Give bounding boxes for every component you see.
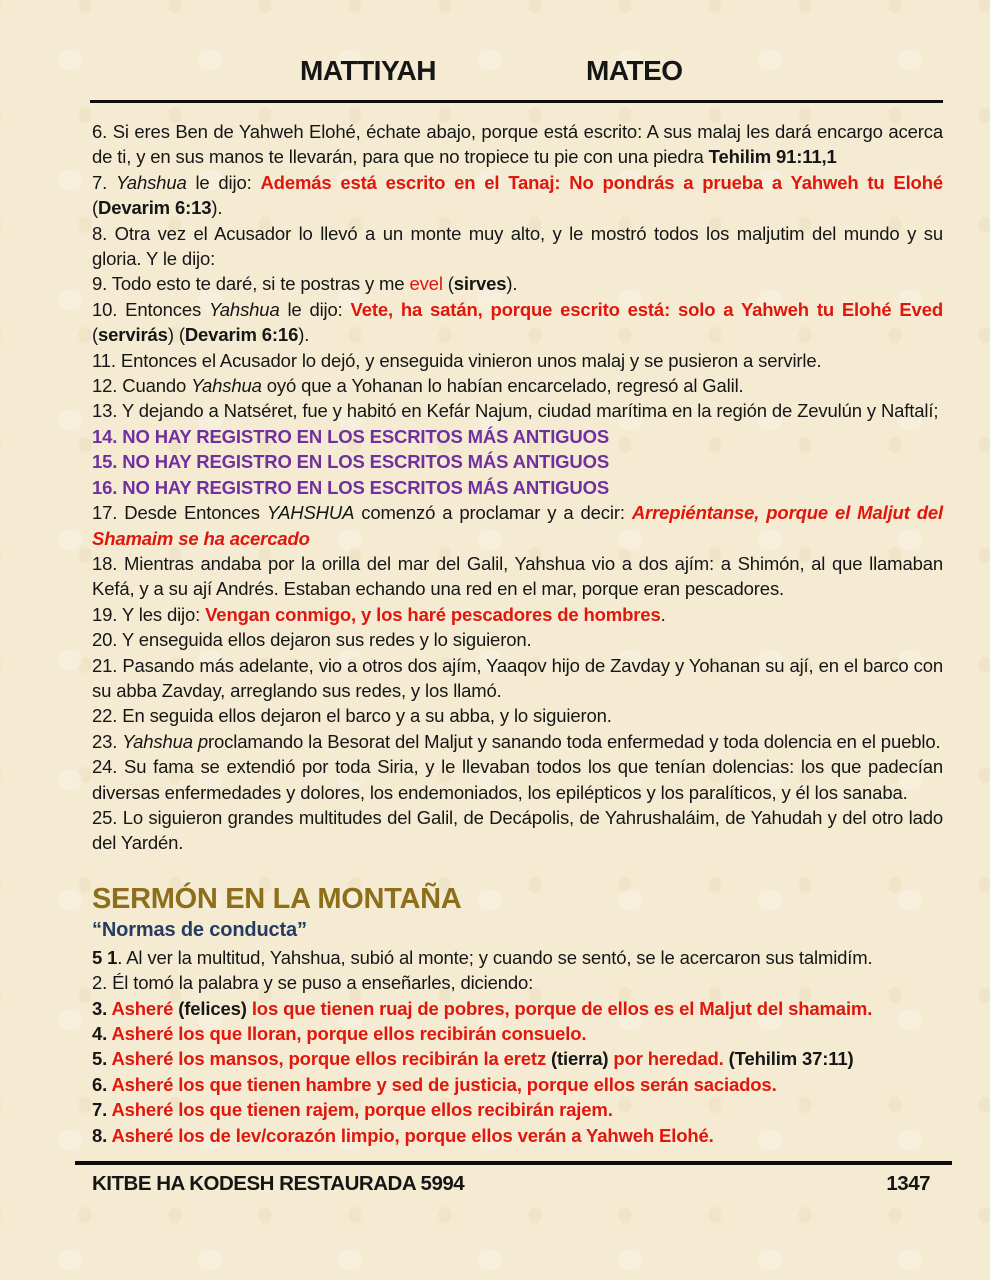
verse-run: evel <box>409 273 443 295</box>
verse-run: le dijo: <box>186 171 261 193</box>
verse-paragraph <box>92 945 943 970</box>
verse-run: 5 1 <box>92 946 118 968</box>
verse-run: 12. Cuando <box>92 375 192 397</box>
verse-run: servirás <box>98 324 168 346</box>
verse-run: 6. Si eres Ben de Yahweh Elohé, échate abajo, porque está escrito: A sus malaj les dará encargo acerca de ti, y en sus manos te llevarán, para que no tropiece tu pie con una piedra <box>92 121 943 168</box>
verse-paragraph <box>92 1123 943 1148</box>
verse-run: ( <box>442 273 454 295</box>
verse-run: comenzó a proclamar y a decir: <box>354 502 632 524</box>
verse-run: 23. <box>92 730 123 752</box>
verse-run: 19. Y les dijo: <box>92 603 206 625</box>
verse-run: Devarim 6:13 <box>98 197 212 219</box>
verse-paragraph <box>92 627 943 652</box>
verse-paragraph <box>92 1021 943 1046</box>
verse-paragraph <box>92 653 943 704</box>
verse-paragraph <box>92 271 943 296</box>
verse-run: Vengan conmigo, y los haré pescadores de hombres <box>205 603 661 625</box>
verse-paragraph <box>92 297 943 348</box>
verse-run: sirves <box>453 273 507 295</box>
verse-run: (tierra) <box>551 1048 614 1070</box>
verse-run: 2. Él tomó la palabra y se puso a enseñarles, diciendo: <box>92 972 534 994</box>
verse-run: 18. Mientras andaba por la orilla del mar del Galil, Yahshua vio a dos ajím: a Shimón, al que llamaban Kefá, y a su ají Andrés. Estaban echando una red en el mar, porque eran pescadores. <box>92 552 943 600</box>
verse-run: . <box>660 603 666 625</box>
verse-run: Yahshua p <box>122 730 209 752</box>
verse-paragraph <box>92 754 943 805</box>
verse-paragraph <box>92 805 943 856</box>
verse-run: Yahshua <box>208 298 280 320</box>
section-title: SERMÓN EN LA MONTAÑA <box>92 882 462 915</box>
verse-run: 20. Y enseguida ellos dejaron sus redes y lo siguieron. <box>92 629 532 651</box>
verse-run: . Al ver la multitud, Yahshua, subió al monte; y cuando se sentó, se le acercaron sus talmidím. <box>117 946 873 968</box>
verse-run: 15. NO HAY REGISTRO EN LOS ESCRITOS MÁS ANTIGUOS <box>92 451 610 473</box>
verse-run: ). <box>298 324 310 346</box>
verse-run: 13. Y dejando a Natséret, fue y habitó en Kefár Najum, ciudad marítima en la región de Zevulún y Naftalí; <box>92 400 939 422</box>
verse-run: 3. <box>92 997 112 1019</box>
verse-paragraph <box>92 970 943 995</box>
page-footer <box>0 1161 990 1196</box>
verse-paragraph <box>92 221 943 272</box>
footer-rule <box>75 1161 952 1165</box>
verse-paragraph <box>92 551 943 602</box>
verse-paragraph <box>92 500 943 551</box>
verse-run: 8. <box>92 1124 112 1146</box>
verse-run: por heredad. <box>613 1048 729 1070</box>
chapter-5-verses <box>92 945 943 1148</box>
verse-paragraph <box>92 449 943 474</box>
verse-paragraph <box>92 170 943 221</box>
verse-run: 11. Entonces el Acusador lo dejó, y enseguida vinieron unos malaj y se pusieron a servirle. <box>92 349 822 371</box>
verse-run: 22. En seguida ellos dejaron el barco y a su abba, y lo siguieron. <box>92 705 612 727</box>
verse-paragraph <box>92 475 943 500</box>
verse-run: oyó que a Yohanan lo habían encarcelado, regresó al Galil. <box>261 375 744 397</box>
footer-row <box>92 1172 930 1196</box>
chapter-4-verses <box>92 119 943 856</box>
verse-run: Asheré los que lloran, porque ellos recibirán consuelo. <box>111 1023 587 1044</box>
verse-run: Vete, ha satán, porque escrito está: solo a Yahweh tu Elohé Eved <box>350 298 943 320</box>
verse-run: Asheré los que tienen hambre y sed de justicia, porque ellos serán saciados. <box>111 1073 777 1095</box>
verse-run: 5. <box>92 1048 112 1070</box>
verse-run: 14. NO HAY REGISTRO EN LOS ESCRITOS MÁS ANTIGUOS <box>92 425 610 447</box>
verse-run: 21. Pasando más adelante, vio a otros dos ajím, Yaaqov hijo de Zavday y Yohanan su ají, en el barco con su abba Zavday, arreglando sus redes, y los llamó. <box>92 654 943 701</box>
verse-run: Asheré <box>111 997 174 1019</box>
section-subtitle: “Normas de conducta” <box>92 918 307 941</box>
verse-run: 7. <box>92 171 116 193</box>
verse-paragraph <box>92 729 943 754</box>
verse-run: 25. Lo siguieron grandes multitudes del Galil, de Decápolis, de Yahrushaláim, de Yahudah y del otro lado del Yardén. <box>92 806 943 854</box>
verse-run: (Tehilim 37:11) <box>728 1048 854 1070</box>
verse-run: roclamando la Besorat del Maljut y sanando toda enfermedad y toda dolencia en el pueblo. <box>208 730 941 752</box>
verse-run: ). <box>506 273 518 295</box>
verse-run: Asheré los que tienen rajem, porque ellos recibirán rajem. <box>111 1099 613 1121</box>
verse-run: ). <box>211 197 223 219</box>
verse-run: 7. <box>92 1099 112 1121</box>
verse-paragraph <box>92 119 943 170</box>
verse-run: 16. NO HAY REGISTRO EN LOS ESCRITOS MÁS ANTIGUOS <box>92 476 610 498</box>
verse-paragraph <box>92 348 943 373</box>
verse-paragraph <box>92 996 943 1021</box>
verse-run: ( <box>92 197 99 219</box>
verse-run: Asheré los de lev/corazón limpio, porque ellos verán a Yahweh Elohé. <box>111 1124 714 1146</box>
verse-run: 8. Otra vez el Acusador lo llevó a un monte muy alto, y le mostró todos los maljutim del mundo y su gloria. Y le dijo: <box>92 222 943 270</box>
verse-paragraph <box>92 703 943 728</box>
verse-paragraph <box>92 398 943 423</box>
verse-run: YAHSHUA <box>266 502 355 524</box>
verse-run: los que tienen ruaj de pobres, porque de ellos es el Maljut del shamaim. <box>251 997 873 1019</box>
verse-paragraph <box>92 1097 943 1122</box>
verse-paragraph <box>92 1072 943 1097</box>
verse-run: 24. Su fama se extendió por toda Siria, y le llevaban todos los que tenían dolencias: los que padecían diversas enfermedades y dolores, los endemoniados, los epilépticos y los paralíticos, y él los sanaba. <box>92 756 943 803</box>
verse-run: le dijo: <box>279 298 351 320</box>
scripture-body <box>92 119 943 1148</box>
verse-run: Tehilim 91:11,1 <box>708 146 837 168</box>
verse-run: 9. Todo esto te daré, si te postras y me <box>92 273 410 295</box>
verse-paragraph <box>92 373 943 398</box>
verse-paragraph <box>92 424 943 449</box>
verse-run: Asheré los mansos, porque ellos recibirán la eretz <box>111 1048 552 1070</box>
verse-run: ( <box>92 324 99 346</box>
verse-run: (felices) <box>173 997 252 1019</box>
verse-run: Además está escrito en el Tanaj: No pondrás a prueba a Yahweh tu Elohé <box>260 171 943 193</box>
verse-run: Yahshua <box>191 375 262 397</box>
footer-book-title: KITBE HA KODESH RESTAURADA 5994 <box>92 1172 465 1195</box>
verse-run: Arrepiéntanse, porque el Maljut del Shamaim se ha acercado <box>92 502 943 549</box>
verse-run: ) ( <box>167 324 185 346</box>
verse-run: 6. <box>92 1073 112 1095</box>
verse-run: 4. <box>92 1023 112 1044</box>
header-title-hebrew: MATTIYAH <box>300 55 436 86</box>
page-header <box>0 55 990 87</box>
footer-page-number: 1347 <box>886 1172 930 1195</box>
verse-paragraph <box>92 1046 943 1071</box>
verse-run: 17. Desde Entonces <box>92 502 267 524</box>
header-rule <box>90 100 943 103</box>
verse-paragraph <box>92 602 943 627</box>
verse-run: 10. Entonces <box>92 298 209 320</box>
verse-run: Devarim 6:16 <box>184 324 299 346</box>
verse-run: Yahshua <box>115 171 187 193</box>
header-title-spanish: MATEO <box>586 55 683 86</box>
